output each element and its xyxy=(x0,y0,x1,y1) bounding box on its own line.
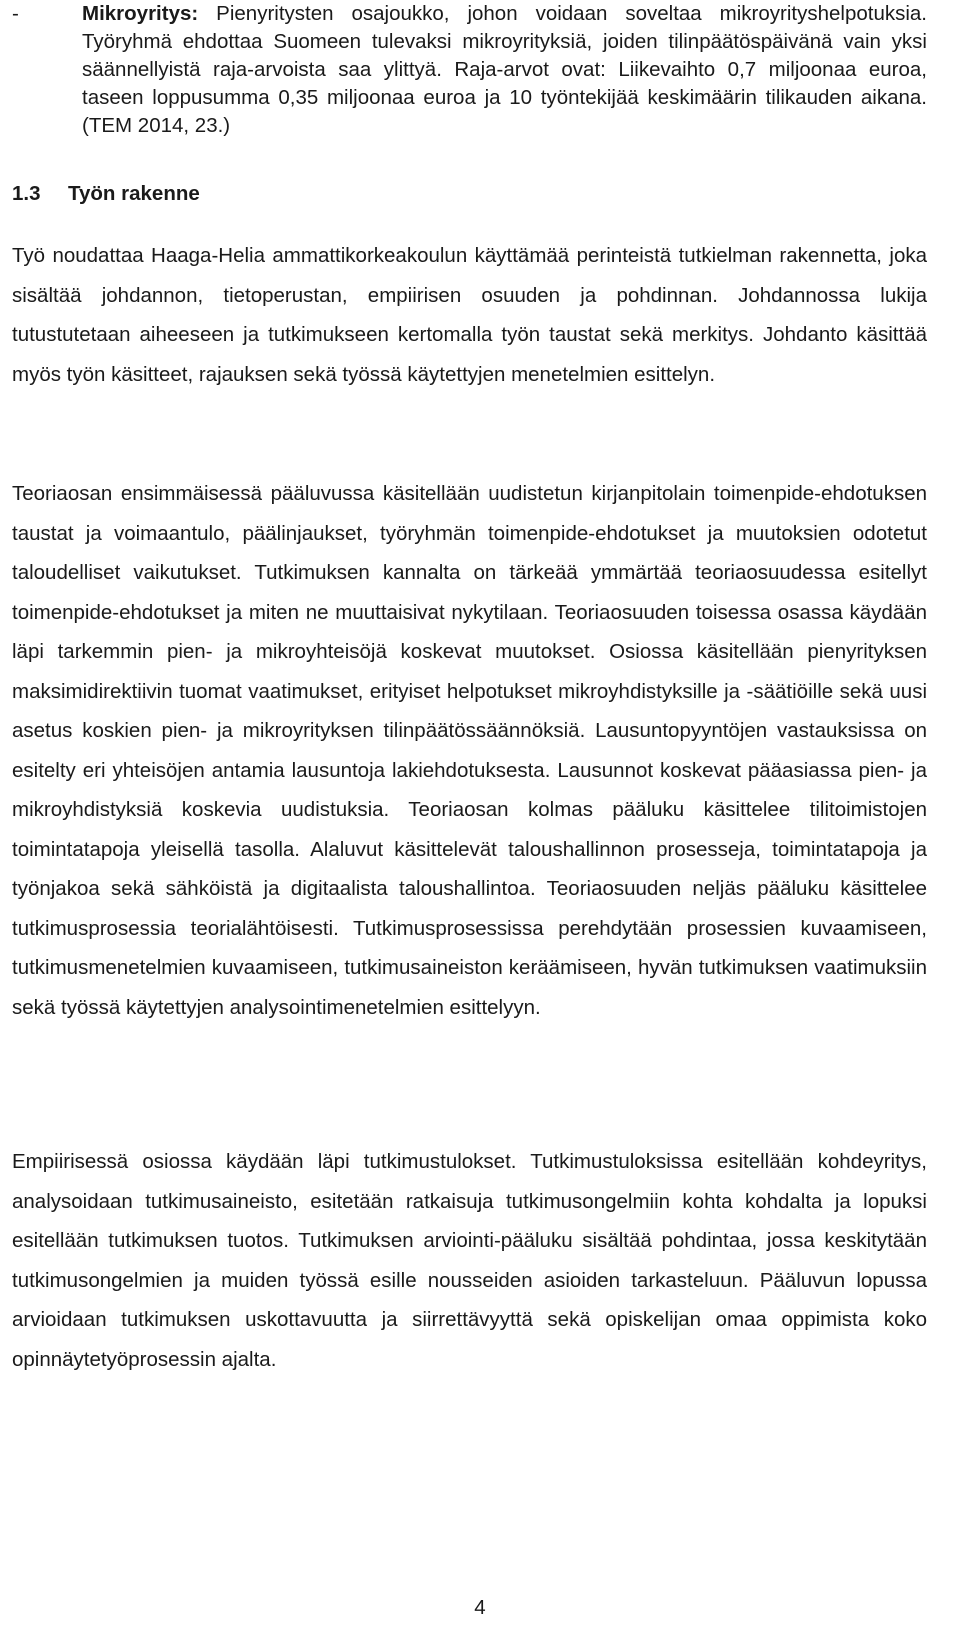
bullet-term: Mikroyritys: xyxy=(82,2,199,25)
paragraph-theory-section: Teoriaosan ensimmäisessä pääluvussa käsitellään uudistetun kirjanpitolain toimenpide-ehdotuksen taustat ja voimaantulo, päälinjaukset, työryhmän toimenpide-ehdotukset ja muutoksien odotetut taloudelliset vaikutukset. Tutkimuksen kannalta on tärkeää ymmärtää teoriaosuudessa esitellyt toimenpide-ehdotukset ja miten ne muuttaisivat nykytilaan. Teoriaosuuden toisessa osassa käydään läpi tarkemmin pien- ja mikroyhteisöjä koskevat muutokset. Osiossa käsitellään pienyrityksen maksimidirektiivin tuomat vaatimukset, erityiset helpotukset mikroyhdistyksille ja -säätiöille sekä uusi asetus koskien pien- ja mikroyrityksen tilinpäätössäännöksiä. Lausuntopyyntöjen vastauksissa on esitelty eri yhteisöjen antamia lausuntoja lakiehdotuksesta. Lausunnot koskevat pääasiassa pien- ja mikroyhdistyksiä koskevia uudistuksia. Teoriaosan kolmas pääluku käsittelee tilitoimistojen toimintatapoja yleisellä tasolla. Alaluvut käsittelevät taloushallinnon prosesseja, toimintatapoja ja työnjakoa sekä sähköistä ja digitaalista taloushallintoa. Teoriaosuuden neljäs pääluku käsittelee tutkimusprosessia teorialähtöisesti. Tutkimusprosessissa perehdytään prosessien kuvaamiseen, tutkimusmenetelmien kuvaamiseen, tutkimusaineiston keräämiseen, hyvän tutkimuksen vaatimuksiin sekä työssä käytettyjen analysointimenetelmien esittelyyn. xyxy=(12,482,927,1019)
paragraph-structure-intro: Työ noudattaa Haaga-Helia ammattikorkeakoulun käyttämää perinteistä tutkielman rakennetta, joka sisältää johdannon, tietoperustan, empiirisen osuuden ja pohdinnan. Johdannossa lukija tutustutetaan aiheeseen ja tutkimukseen kertomalla työn taustat sekä merkitys. Johdanto käsittää myös työn käsitteet, rajauksen sekä työssä käytettyjen menetelmien esittelyn. xyxy=(12,244,927,386)
bullet-definition: Pienyritysten osajoukko, johon voidaan soveltaa mikroyrityshelpotuksia. Työryhmä ehdottaa Suomeen tulevaksi mikroyrityksiä, joiden tilinpäätöspäivänä vain yksi säännellyistä raja-arvoista saa ylittyä. Raja-arvot ovat: Liikevaihto 0,7 miljoonaa euroa, taseen loppusumma 0,35 miljoonaa euroa ja 10 työntekijää keskimäärin tilikauden aikana. (TEM 2014, 23.) xyxy=(82,2,927,137)
bullet-text xyxy=(82,0,927,140)
section-number: 1.3 xyxy=(12,182,41,205)
section-title: Työn rakenne xyxy=(68,182,200,205)
bullet-dash: - xyxy=(12,2,19,25)
bullet-item-mikroyritys xyxy=(12,0,927,140)
section-heading xyxy=(12,180,200,208)
paragraph-empirical-section: Empiirisessä osiossa käydään läpi tutkimustulokset. Tutkimustuloksissa esitellään kohdeyritys, analysoidaan tutkimusaineisto, esitetään ratkaisuja tutkimusongelmiin kohta kohdalta ja lopuksi esitellään tutkimuksen tuotos. Tutkimuksen arviointi-pääluku sisältää pohdintaa, jossa keskitytään tutkimusongelmien ja muiden työssä esille nousseiden asioiden tarkasteluun. Pääluvun lopussa arvioidaan tutkimuksen uskottavuutta ja siirrettävyyttä sekä opiskelijan omaa oppimista koko opinnäytetyöprosessin ajalta. xyxy=(12,1150,927,1371)
page-number: 4 xyxy=(474,1596,486,1619)
